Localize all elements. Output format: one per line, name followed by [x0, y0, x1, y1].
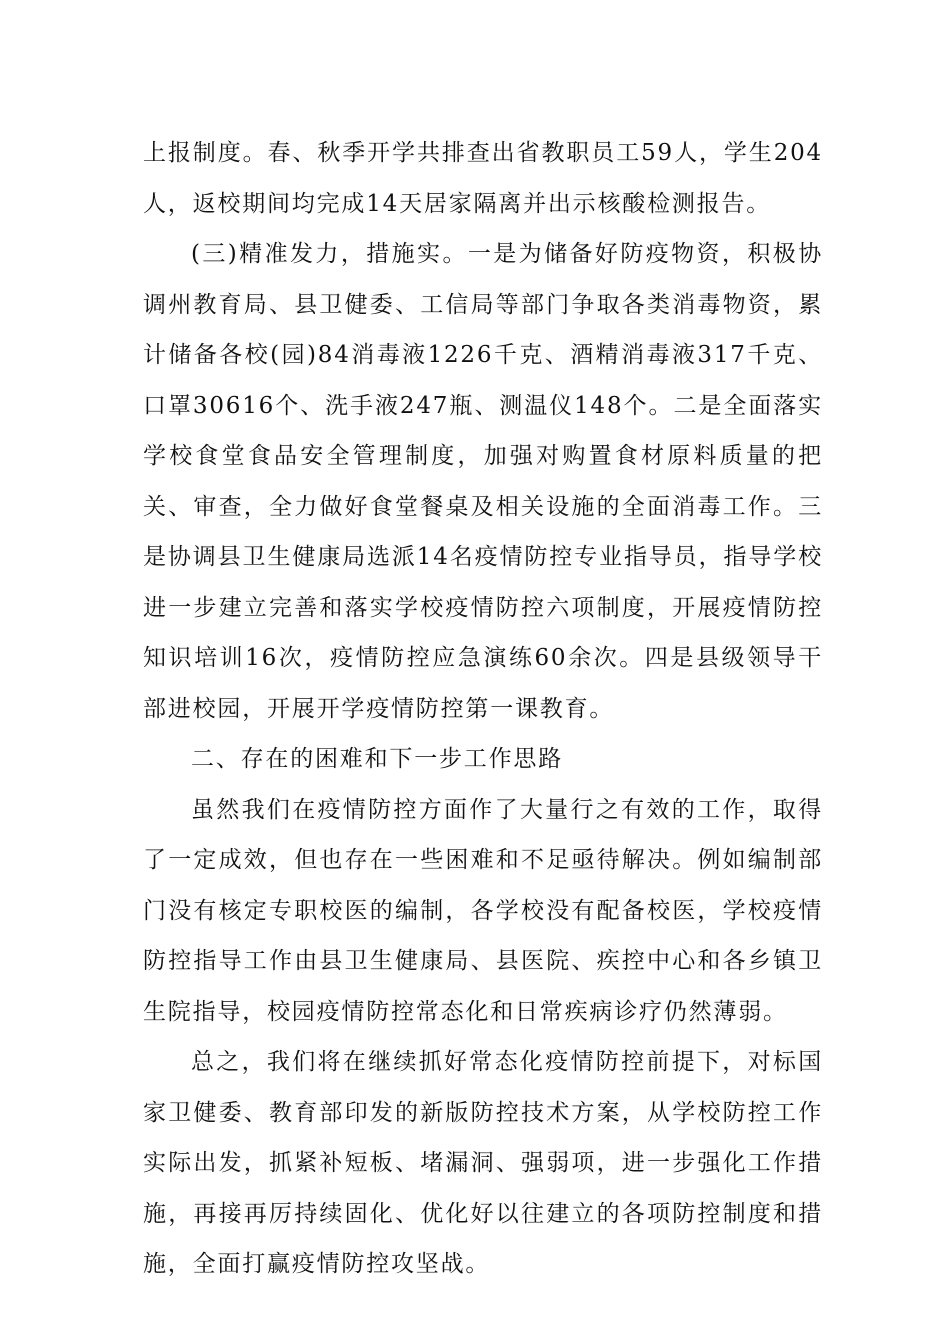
paragraph-continuation: 上报制度。春、秋季开学共排查出省教职员工59人，学生204人，返校期间均完成14天居家隔离并出示核酸检测报告。 [143, 140, 823, 217]
document-body [143, 128, 823, 1290]
paragraph-measures: (三)精准发力，措施实。一是为储备好防疫物资，积极协调州教育局、县卫健委、工信局等部门争取各类消毒物资，累计储备各校(园)84消毒液1226千克、酒精消毒液317千克、口罩30616个、洗手液247瓶、测温仪148个。二是全面落实学校食堂食品安全管理制度，加强对购置食材原料质量的把关、审查，全力做好食堂餐桌及相关设施的全面消毒工作。三是协调县卫生健康局选派14名疫情防控专业指导员，指导学校进一步建立完善和落实学校疫情防控六项制度，开展疫情防控知识培训16次，疫情防控应急演练60余次。四是县级领导干部进校园，开展开学疫情防控第一课教育。 [143, 241, 823, 722]
section-heading: 二、存在的困难和下一步工作思路 [191, 746, 563, 772]
paragraph-conclusion: 总之，我们将在继续抓好常态化疫情防控前提下，对标国家卫健委、教育部印发的新版防控技术方案，从学校防控工作实际出发，抓紧补短板、堵漏洞、强弱项，进一步强化工作措施，再接再厉持续固化、优化好以往建立的各项防控制度和措施，全面打赢疫情防控攻坚战。 [143, 1049, 823, 1277]
paragraph-difficulties: 虽然我们在疫情防控方面作了大量行之有效的工作，取得了一定成效，但也存在一些困难和不足亟待解决。例如编制部门没有核定专职校医的编制，各学校没有配备校医，学校疫情防控指导工作由县卫生健康局、县医院、疾控中心和各乡镇卫生院指导，校园疫情防控常态化和日常疾病诊疗仍然薄弱。 [143, 796, 823, 1025]
